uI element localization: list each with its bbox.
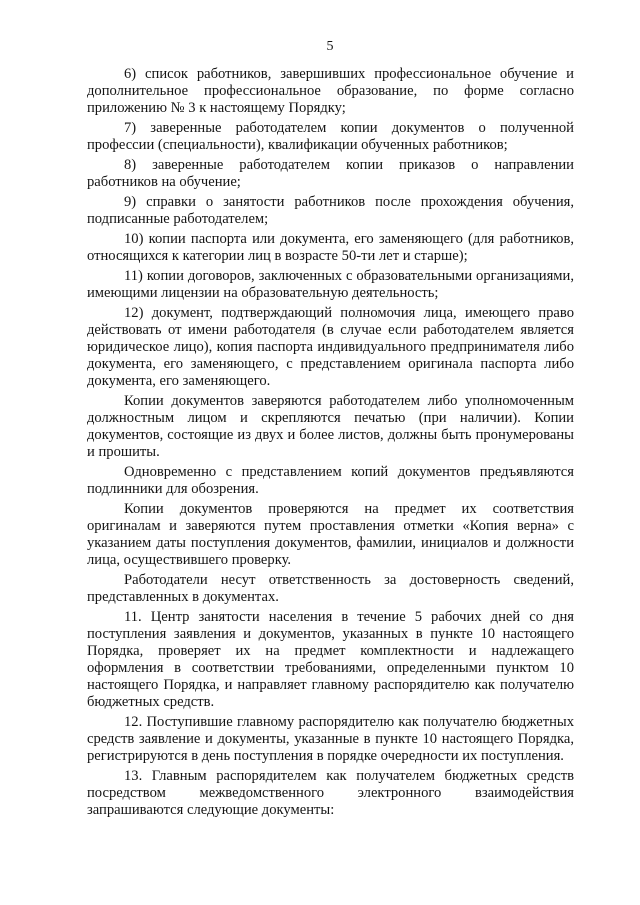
paragraph-originals: Одновременно с представлением копий документов предъявляются подлинники для обозрения. xyxy=(87,464,574,497)
clause-12: 12. Поступившие главному распорядителю как получателю бюджетных средств заявление и документы, указанные в пункте 10 настоящего Порядка, регистрируются в день поступления в порядке очередности их поступления. xyxy=(87,714,574,764)
list-item-11: 11) копии договоров, заключенных с образовательными организациями, имеющими лицензии на образовательную деятельность; xyxy=(87,268,574,301)
paragraph-certification: Копии документов заверяются работодателем либо уполномоченным должностным лицом и скрепляются печатью (при наличии). Копии документов, состоящие из двух и более листов, должны быть пронумерованы и прошиты. xyxy=(87,393,574,460)
list-item-8: 8) заверенные работодателем копии приказов о направлении работников на обучение; xyxy=(87,157,574,190)
list-item-9: 9) справки о занятости работников после прохождения обучения, подписанные работодателем; xyxy=(87,194,574,227)
list-item-12: 12) документ, подтверждающий полномочия лица, имеющего право действовать от имени работодателя (в случае если работодателем является юридическое лицо), копия паспорта индивидуального предпринимателя либо документа, его заменяющего, с представлением оригинала паспорта либо документа, его заменяющего. xyxy=(87,305,574,389)
list-item-7: 7) заверенные работодателем копии документов о полученной профессии (специальности), квалификации обученных работников; xyxy=(87,120,574,153)
clause-11: 11. Центр занятости населения в течение 5 рабочих дней со дня поступления заявления и документов, указанных в пункте 10 настоящего Порядка, проверяет их на предмет комплектности и надлежащего оформления в соответствии требованиями, определенными пунктом 10 настоящего Порядка, и направляет главному распорядителю как получателю бюджетных средств. xyxy=(87,609,574,710)
page-number: 5 xyxy=(326,39,334,54)
paragraph-verification: Копии документов проверяются на предмет их соответствия оригиналам и заверяются путем проставления отметки «Копия верна» с указанием даты поступления документов, фамилии, инициалов и должности лица, осуществившего проверку. xyxy=(87,501,574,568)
list-item-6: 6) список работников, завершивших профессиональное обучение и дополнительное профессиональное образование, по форме согласно приложению № 3 к настоящему Порядку; xyxy=(87,66,574,116)
paragraph-responsibility: Работодатели несут ответственность за достоверность сведений, представленных в документах. xyxy=(87,572,574,605)
clause-13: 13. Главным распорядителем как получателем бюджетных средств посредством межведомственного электронного взаимодействия запрашиваются следующие документы: xyxy=(87,768,574,818)
list-item-10: 10) копии паспорта или документа, его заменяющего (для работников, относящихся к категории лиц в возрасте 50-ти лет и старше); xyxy=(87,231,574,264)
body-text xyxy=(87,66,574,821)
